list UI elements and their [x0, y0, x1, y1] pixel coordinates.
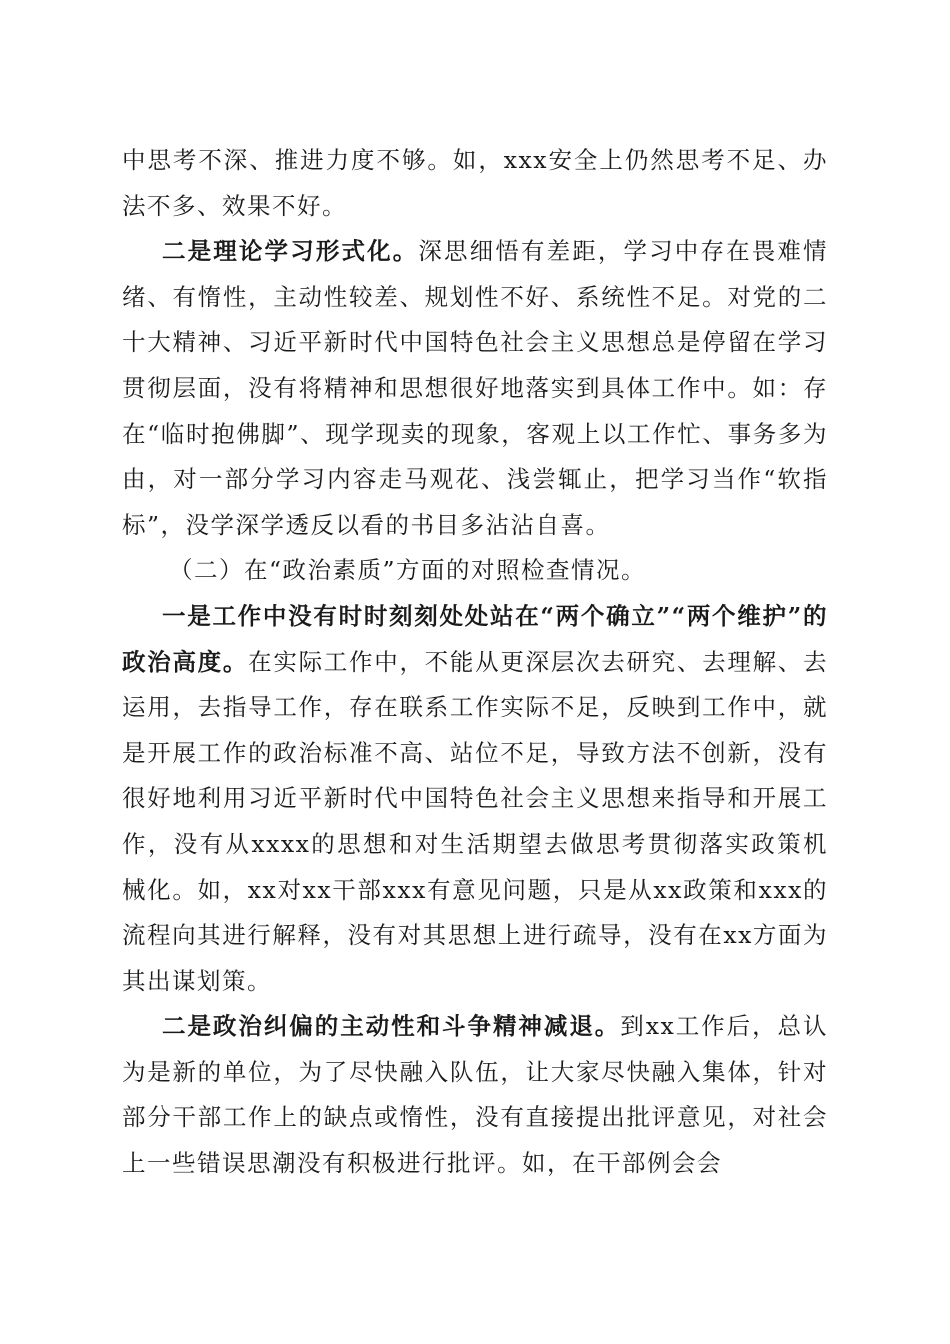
section-heading-text: （二）在“政治素质”方面的对照检查情况。 [169, 556, 647, 585]
paragraph-theory-study [122, 229, 828, 548]
paragraph-political-height [122, 594, 828, 1004]
paragraph-text: 到xx工作后，总认为是新的单位，为了尽快融入队伍，让大家尽快融入集体，针对部分干部工作上的缺点或惰性，没有直接提出批评意见，对社会上一些错误思潮没有积极进行批评。如，在干部例会会 [122, 1012, 829, 1178]
paragraph-lead: 二是理论学习形式化。 [162, 237, 419, 266]
paragraph-text: 在实际工作中，不能从更深层次去研究、去理解、去运用，去指导工作，存在联系工作实际不足，反映到工作中，就是开展工作的政治标准不高、站位不足，导致方法不创新，没有很好地利用习近平新时代中国特色社会主义思想来指导和开展工作，没有从xxxx的思想和对生活期望去做思考贯彻落实政策机械化。如，xx对xx干部xxx有意见问题，只是从xx政策和xxx的流程向其进行解释，没有对其思想上进行疏导，没有在xx方面为其出谋划策。 [122, 647, 829, 995]
paragraph-text: 深思细悟有差距，学习中存在畏难情绪、有惰性，主动性较差、规划性不好、系统性不足。对党的二十大精神、习近平新时代中国特色社会主义思想总是停留在学习贯彻层面，没有将精神和思想很好地落实到具体工作中。如：存在“临时抱佛脚”、现学现卖的现象，客观上以工作忙、事务多为由，对一部分学习内容走马观花、浅尝辄止，把学习当作“软指标”，没学深学透反以看的书目多沾沾自喜。 [122, 237, 829, 539]
paragraph-lead: 一是工作中没有时时刻刻处处站在“两个确立”“两个维护”的政治高度。 [122, 601, 828, 676]
paragraph-lead: 二是政治纠偏的主动性和斗争精神减退。 [162, 1012, 621, 1041]
paragraph-political-correction [122, 1004, 828, 1186]
paragraph-continued [122, 138, 828, 229]
section-heading-political-quality [122, 548, 828, 594]
document-body [122, 138, 828, 1187]
paragraph-text: 中思考不深、推进力度不够。如，xxx安全上仍然思考不足、办法不多、效果不好。 [122, 146, 828, 220]
